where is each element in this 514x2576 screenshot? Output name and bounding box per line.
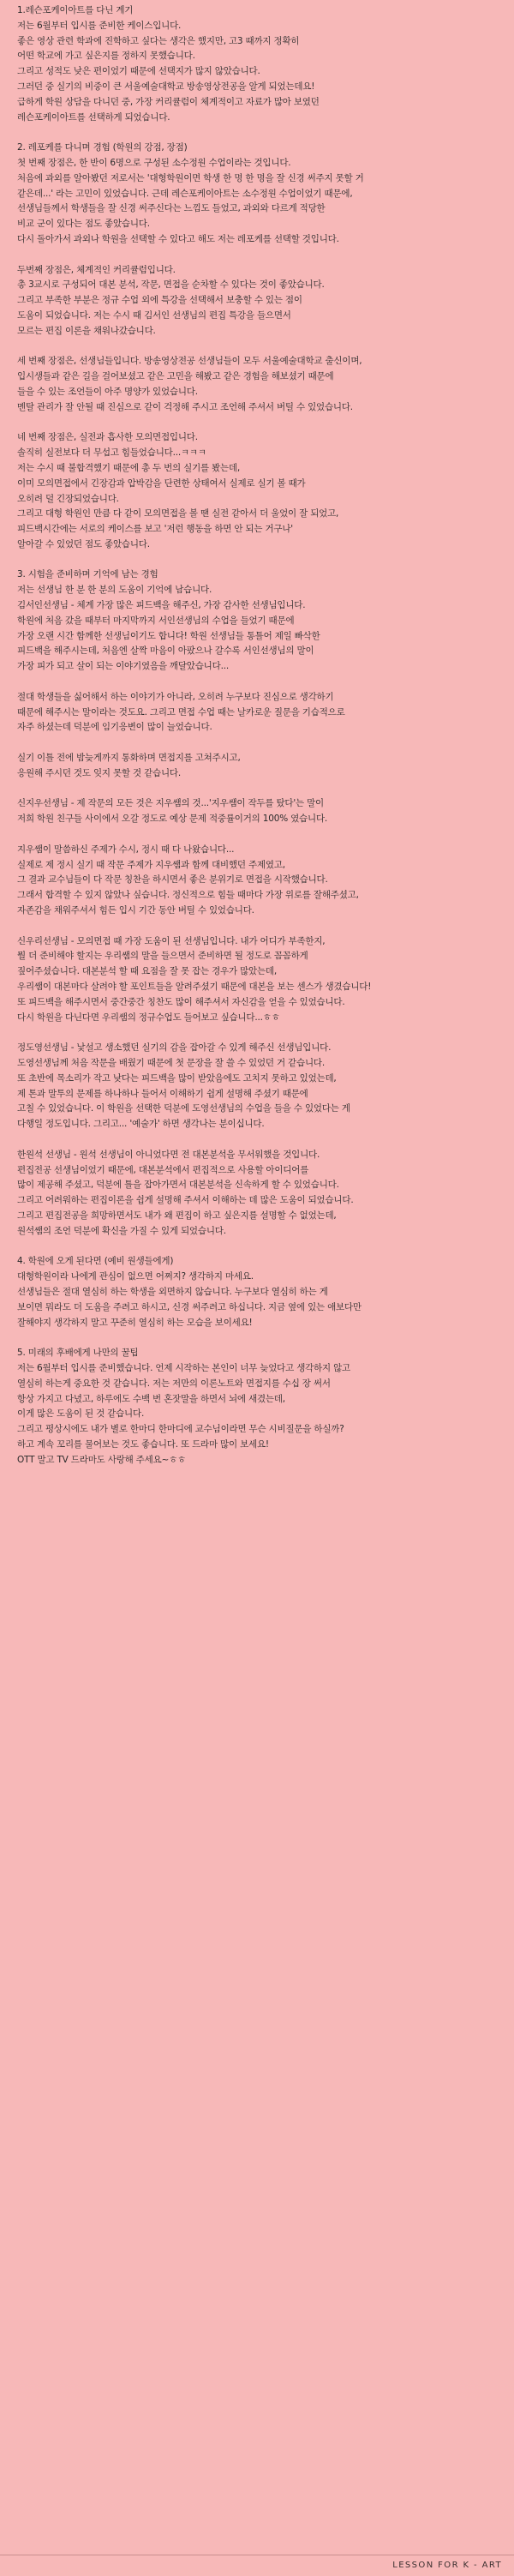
paragraph-gap	[17, 339, 497, 355]
text-section	[17, 1346, 497, 1468]
body-line: 그리고 대형 학원인 만큼 다 같이 모의면접을 볼 땐 실전 같아서 더 울었이 잘 되었고,	[17, 508, 339, 519]
body-line: 때문에 해주시는 말이라는 것도요. 그리고 면접 수업 때는 날카로운 질문을 기습적으로	[17, 706, 345, 718]
section-first-line: 실기 이틀 전에 밤늦게까지 통화하며 면접지를 고쳐주시고,	[17, 753, 241, 764]
text-section	[17, 934, 497, 1026]
body-line: 그리고 부족한 부분은 정규 수업 외에 특강을 선택해서 보충할 수 있는 점이	[17, 295, 302, 306]
section-first-line: 3. 시험을 준비하며 기억에 남는 경험	[17, 569, 158, 580]
text-section	[17, 796, 497, 827]
body-line: 저는 6월부터 입시를 준비한 케이스입니다.	[17, 20, 182, 31]
section-first-line: 한원석 선생님 - 원석 선생님이 아니었다면 전 대본분석을 무서워했을 것입니다.	[17, 1149, 320, 1160]
body-line: 가장 피가 되고 살이 되는 이야기였음을 깨달았습니다...	[17, 661, 229, 672]
body-line: 고칠 수 있었습니다. 이 학원을 선택한 덕분에 도영선생님의 수업을 들을 수 있었다는 게	[17, 1103, 350, 1114]
paragraph-gap	[17, 1330, 497, 1346]
body-line: 레슨포케이아트를 선택하게 되었습니다.	[17, 111, 170, 123]
paragraph-gap	[17, 416, 497, 431]
body-line: 선생님들께서 학생들을 잘 신경 써주신다는 느낌도 들었고, 과외와 다르게 적당한	[17, 203, 326, 214]
body-line: 그 결과 교수님들이 다 작문 칭찬을 하시면서 좋은 분위기로 면접을 시작했습니다.	[17, 874, 328, 886]
paragraph-gap	[17, 553, 497, 568]
body-line: 자존감을 채워주셔서 힘든 입시 기간 동안 버틸 수 있었습니다.	[17, 905, 254, 916]
section-first-line: 신지우선생님 - 제 작문의 모든 것은 지우쌤의 것...'지우쌤이 작두를 탔다'는 말이	[17, 798, 324, 809]
text-section	[17, 263, 497, 339]
body-line: 좋은 영상 관련 학과에 진학하고 싶다는 생각은 했지만, 고3 때까지 정확히	[17, 35, 300, 46]
paragraph-gap	[17, 1240, 497, 1255]
section-first-line: 4. 학원에 오게 된다면 (예비 원생들에게)	[17, 1256, 174, 1267]
body-line: 김서인선생님 - 체계 가장 많은 피드백을 해주신, 가장 감사한 선생님입니다.	[17, 600, 306, 611]
section-first-line: 1.레슨포케이아트를 다닌 계기	[17, 5, 134, 15]
body-line: 저는 수시 때 불합격했기 때문에 총 두 번의 실기를 봤는데,	[17, 462, 241, 473]
body-line: 솔직히 실전보다 더 무섭고 힘들었습니다...ㅋㅋㅋ	[17, 447, 206, 459]
body-line: 그리고 성적도 낮은 편이었기 때문에 선택지가 많지 않았습니다.	[17, 66, 260, 77]
testimonial-content	[17, 3, 497, 1468]
body-line: 급하게 학원 상담을 다니던 중, 가장 커리큘럼이 체계적이고 자료가 많아 보였던	[17, 96, 320, 107]
body-line: 원석쌤의 조언 덕분에 확신을 가질 수 있게 되었습니다.	[17, 1225, 226, 1236]
body-line: 다시 학원을 다닌다면 우리쌤의 정규수업도 들어보고 싶습니다...ㅎㅎ	[17, 1012, 280, 1023]
body-line: 모르는 편집 이론을 채워나갔습니다.	[17, 325, 156, 336]
body-line: 또 피드백을 해주시면서 중간중간 칭찬도 많이 해주셔서 자신감을 얻을 수 있었습니다.	[17, 996, 345, 1007]
body-line: 다시 돌아가서 과외나 학원을 선택할 수 있다고 해도 저는 레포케를 선택할 것입니다.	[17, 233, 339, 244]
body-line: 항상 가지고 다녔고, 하루에도 수백 번 혼잣말을 하면서 뇌에 새겼는데,	[17, 1393, 285, 1404]
section-first-line: 2. 레포케를 다니며 경험 (학원의 강점, 장점)	[17, 142, 188, 153]
paragraph-gap	[17, 827, 497, 843]
body-line: 실제로 제 정시 실기 때 작문 주제가 지우쌤과 함께 대비했던 주제였고,	[17, 859, 285, 870]
section-first-line: 5. 미래의 후배에게 나만의 꿀팁	[17, 1348, 139, 1359]
body-line: 알아갈 수 있었던 점도 좋았습니다.	[17, 538, 150, 549]
paragraph-gap	[17, 1025, 497, 1041]
paragraph-gap	[17, 736, 497, 751]
paragraph-gap	[17, 125, 497, 141]
body-line: 첫 번째 장점은, 한 반이 6명으로 구성된 소수정원 수업이라는 것입니다.	[17, 157, 291, 168]
body-line: 우리쌤이 대본마다 살려야 할 포인트들을 알려주셨기 때문에 대본을 보는 센스가 생겼습니다!	[17, 982, 372, 992]
footer-brand-logo: LESSON FOR K - ART	[392, 2561, 502, 2570]
body-line: 총 3교시로 구성되어 대본 분석, 작문, 면접을 순차할 수 있다는 것이 좋았습니다.	[17, 279, 325, 291]
body-line: 선생님들은 절대 열심히 하는 학생을 외면하지 않습니다. 누구보다 열심히 하는 게	[17, 1286, 328, 1297]
body-line: 그리고 평상시에도 내가 별로 한마디 한마디에 교수님이라면 무슨 시비질문을 하실까?	[17, 1424, 344, 1435]
text-section	[17, 1041, 497, 1132]
body-line: 제 톤과 말투의 문제를 하나하나 들어서 이해하기 쉽게 설명해 주셨기 때문에	[17, 1088, 308, 1099]
body-line: 많이 제공해 주셨고, 덕분에 틀을 잡아가면서 대본분석을 신속하게 할 수 있었습니다.	[17, 1180, 339, 1191]
section-first-line: 신우리선생님 - 모의면접 때 가장 도움이 된 선생님입니다. 내가 어디가 부족한지,	[17, 935, 326, 946]
body-line: 열심히 하는게 중요한 것 같습니다. 저는 저만의 이론노트와 면접지를 수십 장 써서	[17, 1378, 331, 1389]
body-line: 보이면 뭐라도 더 도움을 주려고 하시고, 신경 써주려고 하십니다. 지금 옆에 있는 애보다만	[17, 1301, 362, 1312]
body-line: 이게 많은 도움이 된 것 같습니다.	[17, 1408, 145, 1420]
body-line: 잘해야지 생각하지 말고 꾸준히 열심히 하는 모습을 보이세요!	[17, 1317, 253, 1328]
body-line: 그리고 어려워하는 편집이론을 쉽게 설명해 주셔서 이해하는 데 많은 도움이 되었습니다.	[17, 1195, 354, 1206]
body-line: 학원에 처음 갔을 때부터 마지막까지 서인선생님의 수업을 들었기 때문에	[17, 615, 295, 626]
body-line: OTT 말고 TV 드라마도 사랑해 주세요~ㅎㅎ	[17, 1454, 186, 1465]
text-section	[17, 843, 497, 919]
body-line: 입시생들과 같은 길을 걸어보셨고 같은 고민을 해봤고 같은 경험을 해보셨기 때문에	[17, 371, 334, 382]
paragraph-gap	[17, 675, 497, 690]
text-section	[17, 690, 497, 736]
section-first-line: 지우쌤이 말씀하신 주제가 수시, 정시 때 다 나왔습니다...	[17, 844, 235, 855]
body-line: 대형학원이라 나에게 관심이 없으면 어쩌지? 생각하지 마세요.	[17, 1271, 254, 1282]
body-line: 그래서 합격할 수 있지 않았나 싶습니다. 정신적으로 힘들 때마다 가장 위로를 잘해주셨고,	[17, 890, 359, 901]
body-line: 응원해 주시던 것도 잊지 못할 것 같습니다.	[17, 767, 181, 778]
body-line: 도영선생님께 처음 작문을 배웠기 때문에 첫 문장을 잘 쓸 수 있었던 거 같습니다.	[17, 1057, 325, 1068]
body-line: 짚어주셨습니다. 대본분석 할 때 요점을 잘 못 잡는 경우가 많았는데,	[17, 966, 277, 977]
body-line: 피드백을 해주시는데, 처음엔 살짝 마음이 아팠으나 갈수록 서인선생님의 말이	[17, 646, 314, 657]
body-line: 하고 계속 꼬리를 물어보는 것도 좋습니다. 또 드라마 많이 보세요!	[17, 1438, 269, 1450]
section-first-line: 정도영선생님 - 낯설고 생소했던 실기의 감을 잡아갈 수 있게 해주신 선생님입니다.	[17, 1042, 332, 1054]
text-section	[17, 751, 497, 782]
paragraph-gap	[17, 248, 497, 263]
body-line: 피드백시간에는 서로의 케이스를 보고 '저런 행동을 하면 안 되는 거구나'	[17, 524, 293, 535]
text-section	[17, 1148, 497, 1240]
section-first-line: 네 번째 장점은, 실전과 흡사한 모의면접입니다.	[17, 432, 198, 443]
body-line: 도움이 되었습니다. 저는 수시 때 김서인 선생님의 편집 특강을 들으면서	[17, 309, 291, 321]
paragraph-gap	[17, 782, 497, 797]
text-section	[17, 430, 497, 552]
body-line: 저는 6월부터 입시를 준비했습니다. 언제 시작하는 본인이 너무 늦었다고 생각하지 않고	[17, 1362, 350, 1373]
body-line: 오히려 덜 긴장되었습니다.	[17, 493, 119, 504]
body-line: 그러던 중 실기의 비중이 큰 서울예술대학교 방송영상전공을 알게 되었는데요!	[17, 81, 315, 92]
body-line: 자주 하셨는데 덕분에 임기응변이 많이 늘었습니다.	[17, 722, 212, 733]
body-line: 처음에 과외를 알아봤던 저로서는 '대형학원이면 학생 한 명 한 명을 잘 신경 써주지 못할 거	[17, 172, 364, 183]
paragraph-gap	[17, 1132, 497, 1148]
text-section	[17, 567, 497, 675]
text-section	[17, 3, 497, 125]
section-first-line: 두번째 장점은, 체계적인 커리큘럼입니다.	[17, 264, 176, 275]
section-first-line: 절대 학생들을 싫어해서 하는 이야기가 아니라, 오히려 누구보다 진심으로 생각하기	[17, 691, 334, 702]
body-line: 같은데...' 라는 고민이 있었습니다. 근데 레슨포케이아트는 소수정원 수업이었기 때문에,	[17, 188, 353, 199]
text-section	[17, 354, 497, 415]
body-line: 저는 선생님 한 분 한 분의 도움이 기억에 남습니다.	[17, 585, 212, 596]
body-line: 가장 오랜 시간 함께한 선생님이기도 합니다! 학원 선생님들 통틀어 제일 빠삭한	[17, 630, 320, 641]
body-line: 어떤 학교에 가고 싶은지를 정하지 못했습니다.	[17, 51, 195, 62]
body-line: 비교 군이 있다는 점도 좋았습니다.	[17, 219, 150, 230]
text-section	[17, 1254, 497, 1330]
body-line: 편집전공 선생님이었기 때문에, 대본분석에서 편집적으로 사용할 아이디어를	[17, 1164, 309, 1175]
body-line: 저희 학원 친구들 사이에서 오갈 정도로 예상 문제 적중률이거의 100% 였습니다.	[17, 814, 328, 825]
body-line: 이미 모의면접에서 긴장감과 압박감을 단련한 상태여서 실제로 실기 볼 때가	[17, 477, 306, 489]
paragraph-gap	[17, 919, 497, 934]
body-line: 멘탈 관리가 잘 안될 때 진심으로 같이 걱정해 주시고 조언해 주셔서 버틸 수 있었습니다.	[17, 401, 353, 412]
text-section	[17, 141, 497, 248]
body-line: 다행일 정도입니다. 그리고... '예술가' 하면 생각나는 분이십니다.	[17, 1119, 265, 1130]
body-line: 뭘 더 준비해야 할지는 우리쌤의 말을 들으면서 준비하면 될 정도로 꼼꼼하게	[17, 951, 308, 962]
body-line: 들을 수 있는 조언들이 아주 명양가 있었습니다.	[17, 386, 198, 397]
section-first-line: 세 번째 장점은, 선생님들입니다. 방송영상전공 선생님들이 모두 서울예술대학교 출신이며,	[17, 356, 362, 367]
body-line: 그리고 편집전공을 희망하면서도 내가 왜 편집이 하고 싶은지를 설명할 수 없었는데,	[17, 1210, 337, 1221]
body-line: 또 초반에 목소리가 작고 낮다는 피드백을 많이 받았음에도 고치지 못하고 있었는데,	[17, 1072, 337, 1084]
